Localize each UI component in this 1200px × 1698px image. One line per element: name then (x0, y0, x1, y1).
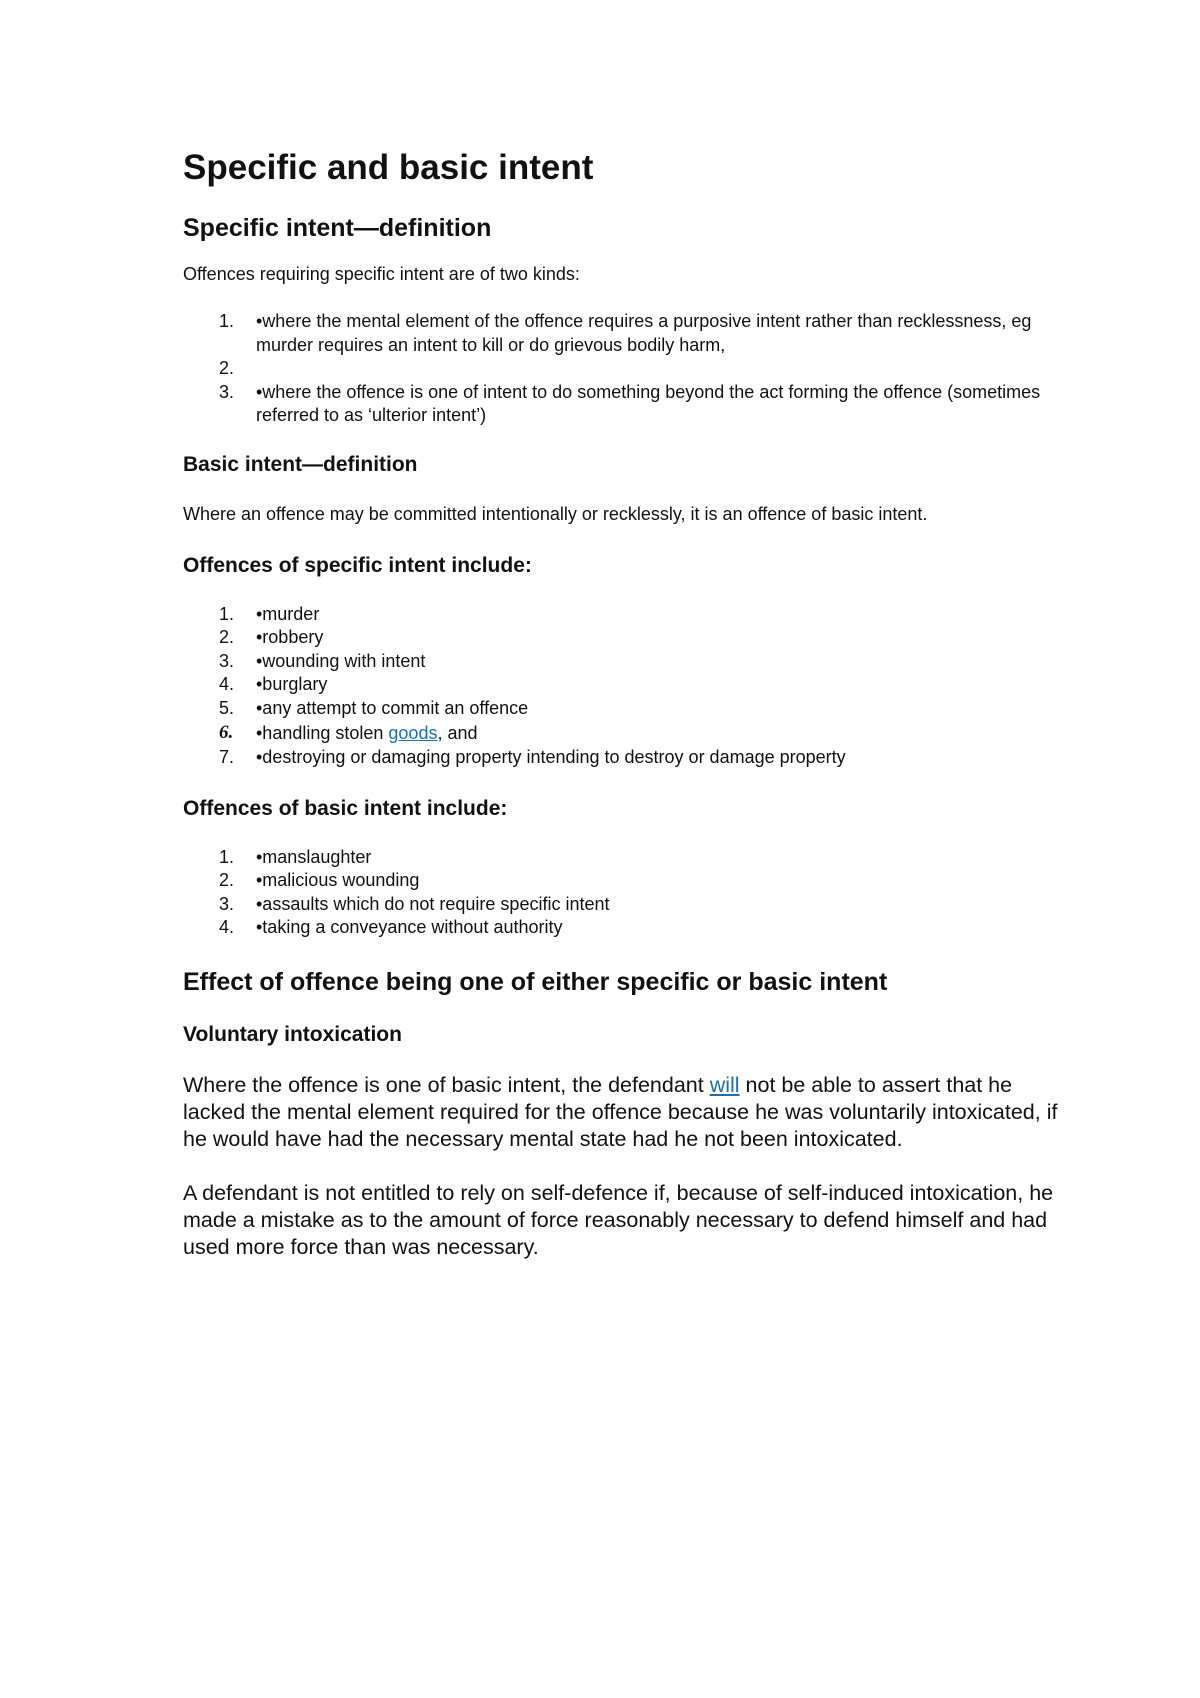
list-item (183, 869, 1063, 893)
intoxication-paragraph-2: A defendant is not entitled to rely on self-defence if, because of self-induced intoxication, he made a mistake as to the amount of force reasonably necessary to defend himself and had used more force than was necessary. (183, 1180, 1054, 1259)
specific-definition-list (183, 310, 1063, 428)
list-item (183, 650, 1063, 674)
specific-offences-heading: Offences of specific intent include: (183, 553, 532, 577)
list-item-text: •manslaughter (256, 846, 372, 867)
list-item-text: •robbery (256, 627, 324, 647)
list-item (183, 310, 1063, 357)
specific-offences-list (183, 603, 1063, 770)
document-page (183, 140, 1063, 1261)
list-number: 3. (219, 893, 235, 914)
list-item-text: •malicious wounding (256, 870, 420, 890)
list-number: 1. (219, 603, 235, 624)
list-item-text: •any attempt to commit an offence (256, 697, 529, 718)
will-link[interactable]: will (709, 1072, 740, 1097)
list-number: 1. (219, 846, 235, 867)
list-item-text: •burglary (256, 674, 328, 694)
basic-definition-text: Where an offence may be committed intentionally or recklessly, it is an offence of basic intent. (183, 503, 928, 524)
list-number: 3. (219, 650, 235, 671)
list-item (183, 720, 1063, 746)
basic-offences-list (183, 846, 1063, 940)
list-item (183, 381, 1063, 428)
list-item (183, 673, 1063, 697)
specific-definition-heading: Specific intent—definition (183, 214, 492, 242)
intoxication-paragraph-1 (183, 1072, 1063, 1153)
list-item (183, 603, 1063, 627)
list-item (183, 893, 1063, 917)
list-item-text: •wounding with intent (256, 650, 426, 671)
page-title: Specific and basic intent (183, 148, 594, 187)
list-item-text: •murder (256, 603, 320, 624)
list-item (183, 626, 1063, 650)
basic-offences-heading: Offences of basic intent include: (183, 796, 508, 820)
list-item-text-before: •handling stolen (256, 723, 389, 743)
effect-heading: Effect of offence being one of either specific or basic intent (183, 967, 888, 996)
goods-link[interactable]: goods (388, 723, 438, 743)
list-item-text-after: , and (437, 723, 478, 743)
list-number: 4. (219, 674, 235, 694)
list-item-text: •where the offence is one of intent to do something beyond the act forming the offence (sometimes referred to as ‘ulterior intent’) (256, 381, 1041, 425)
list-item-text: •destroying or damaging property intending to destroy or damage property (256, 747, 846, 767)
list-number: 1. (219, 311, 235, 331)
list-item (183, 846, 1063, 870)
list-item (183, 916, 1063, 940)
list-item (183, 697, 1063, 721)
list-item-text: •assaults which do not require specific intent (256, 893, 610, 914)
list-item (183, 357, 1063, 381)
list-number: 2. (219, 870, 235, 890)
list-item-text: •taking a conveyance without authority (256, 917, 563, 937)
list-number: 7. (219, 747, 235, 767)
list-number: 6. (219, 722, 234, 743)
list-number: 2. (219, 627, 235, 647)
list-item-text: •where the mental element of the offence requires a purposive intent rather than recklessness, eg murder requires an intent to kill or do grievous bodily harm, (256, 311, 1032, 355)
paragraph-text-after: not be able to assert that he lacked the mental element required for the offence because he was voluntarily intoxicated, if he would have had the necessary mental state had he not been intoxicated. (183, 1072, 1058, 1151)
specific-definition-intro: Offences requiring specific intent are of two kinds: (183, 264, 580, 284)
list-number: 4. (219, 917, 235, 937)
list-number: 2. (219, 358, 235, 378)
list-number: 3. (219, 381, 235, 402)
list-number: 5. (219, 697, 235, 718)
paragraph-text-before: Where the offence is one of basic intent, the defendant (183, 1072, 710, 1097)
basic-definition-heading: Basic intent—definition (183, 452, 418, 476)
voluntary-intoxication-heading: Voluntary intoxication (183, 1022, 402, 1046)
list-item (183, 746, 1063, 770)
